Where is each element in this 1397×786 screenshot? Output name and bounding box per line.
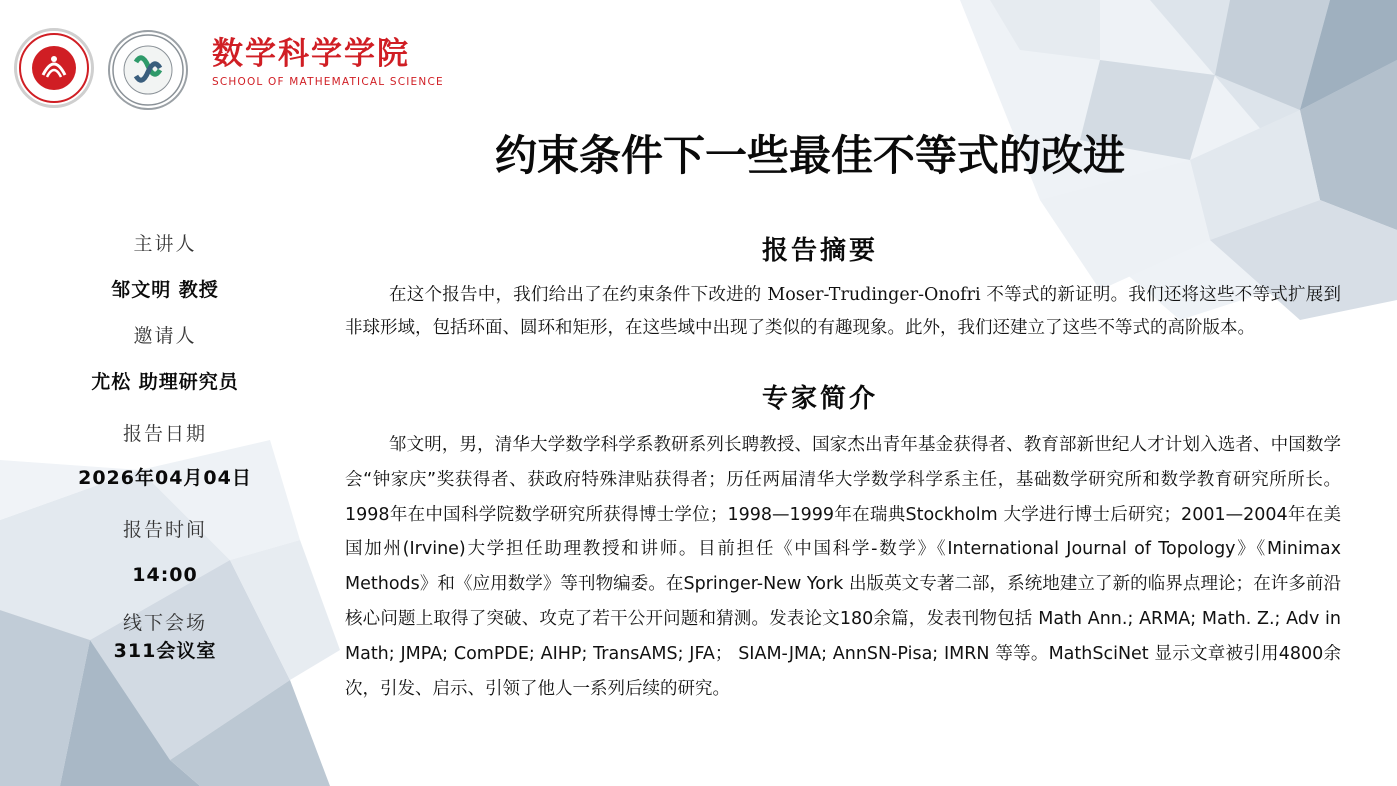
talk-info-panel — [60, 226, 270, 663]
abstract-heading: 报告摘要 — [761, 236, 878, 266]
talk-date: 2026年04月04日 — [78, 467, 252, 489]
inviter-name: 尤松 助理研究员 — [91, 371, 239, 393]
bio-text: 邹文明，男，清华大学数学科学系教研系列长聘教授、国家杰出青年基金获得者、教育部新世纪人才计划入选者、中国数学会“钟家庆”奖获得者、获政府特殊津贴获得者；历任两届清华大学数学科学系主任，基础数学研究所和数学教育研究所所长。1998年在中国科学院数学研究所获得博士学位；1998—1999年在瑞典Stockholm 大学进行博士后研究；2001—2004年在美国加州(Irvine)大学担任助理教授和讲师。目前担任《中国科学-数学》《International Journal of Topology》《Minimax Methods》和《应用数学》等刊物编委。在Springer-New York 出版英文专著二部，系统地建立了新的临界点理论；在许多前沿核心问题上取得了突破、攻克了若干公开问题和猜测。发表论文180余篇，发表刊物包括 Math Ann.; ARMA; Math. Z.; Adv in Math; JMPA; ComPDE; AIHP; TransAMS; JFA； SIAM-JMA; AnnSN-Pisa; IMRN 等等。MathSciNet 显示文章被引用4800余次，引发、启示、引领了他人一系列后续的研究。 — [345, 435, 1341, 699]
talk-title: 约束条件下一些最佳不等式的改进 — [494, 131, 1125, 180]
school-name-block — [212, 36, 444, 88]
university-logo — [14, 28, 94, 108]
bio-heading: 专家简介 — [761, 384, 878, 414]
speaker-name: 邹文明 教授 — [111, 279, 219, 301]
school-name-cn: 数学科学学院 — [212, 36, 410, 72]
abstract-text: 在这个报告中，我们给出了在约束条件下改进的 Moser-Trudinger-Onofri 不等式的新证明。我们还将这些不等式扩展到非球形域，包括环面、圆环和矩形，在这些域中出现了类似的有趣现象。此外，我们还建立了这些不等式的高阶版本。 — [345, 285, 1341, 338]
time-label: 报告时间 — [122, 519, 207, 541]
date-label: 报告日期 — [122, 423, 207, 445]
inviter-label: 邀请人 — [133, 325, 197, 347]
school-seal-icon — [110, 32, 186, 108]
speaker-label: 主讲人 — [133, 233, 197, 255]
university-seal-icon — [17, 31, 91, 105]
talk-venue: 311会议室 — [113, 640, 217, 662]
school-name-en: SCHOOL OF MATHEMATICAL SCIENCE — [212, 76, 444, 88]
venue-label: 线下会场 — [122, 612, 207, 634]
talk-time: 14:00 — [132, 564, 198, 586]
school-logo — [108, 30, 188, 110]
